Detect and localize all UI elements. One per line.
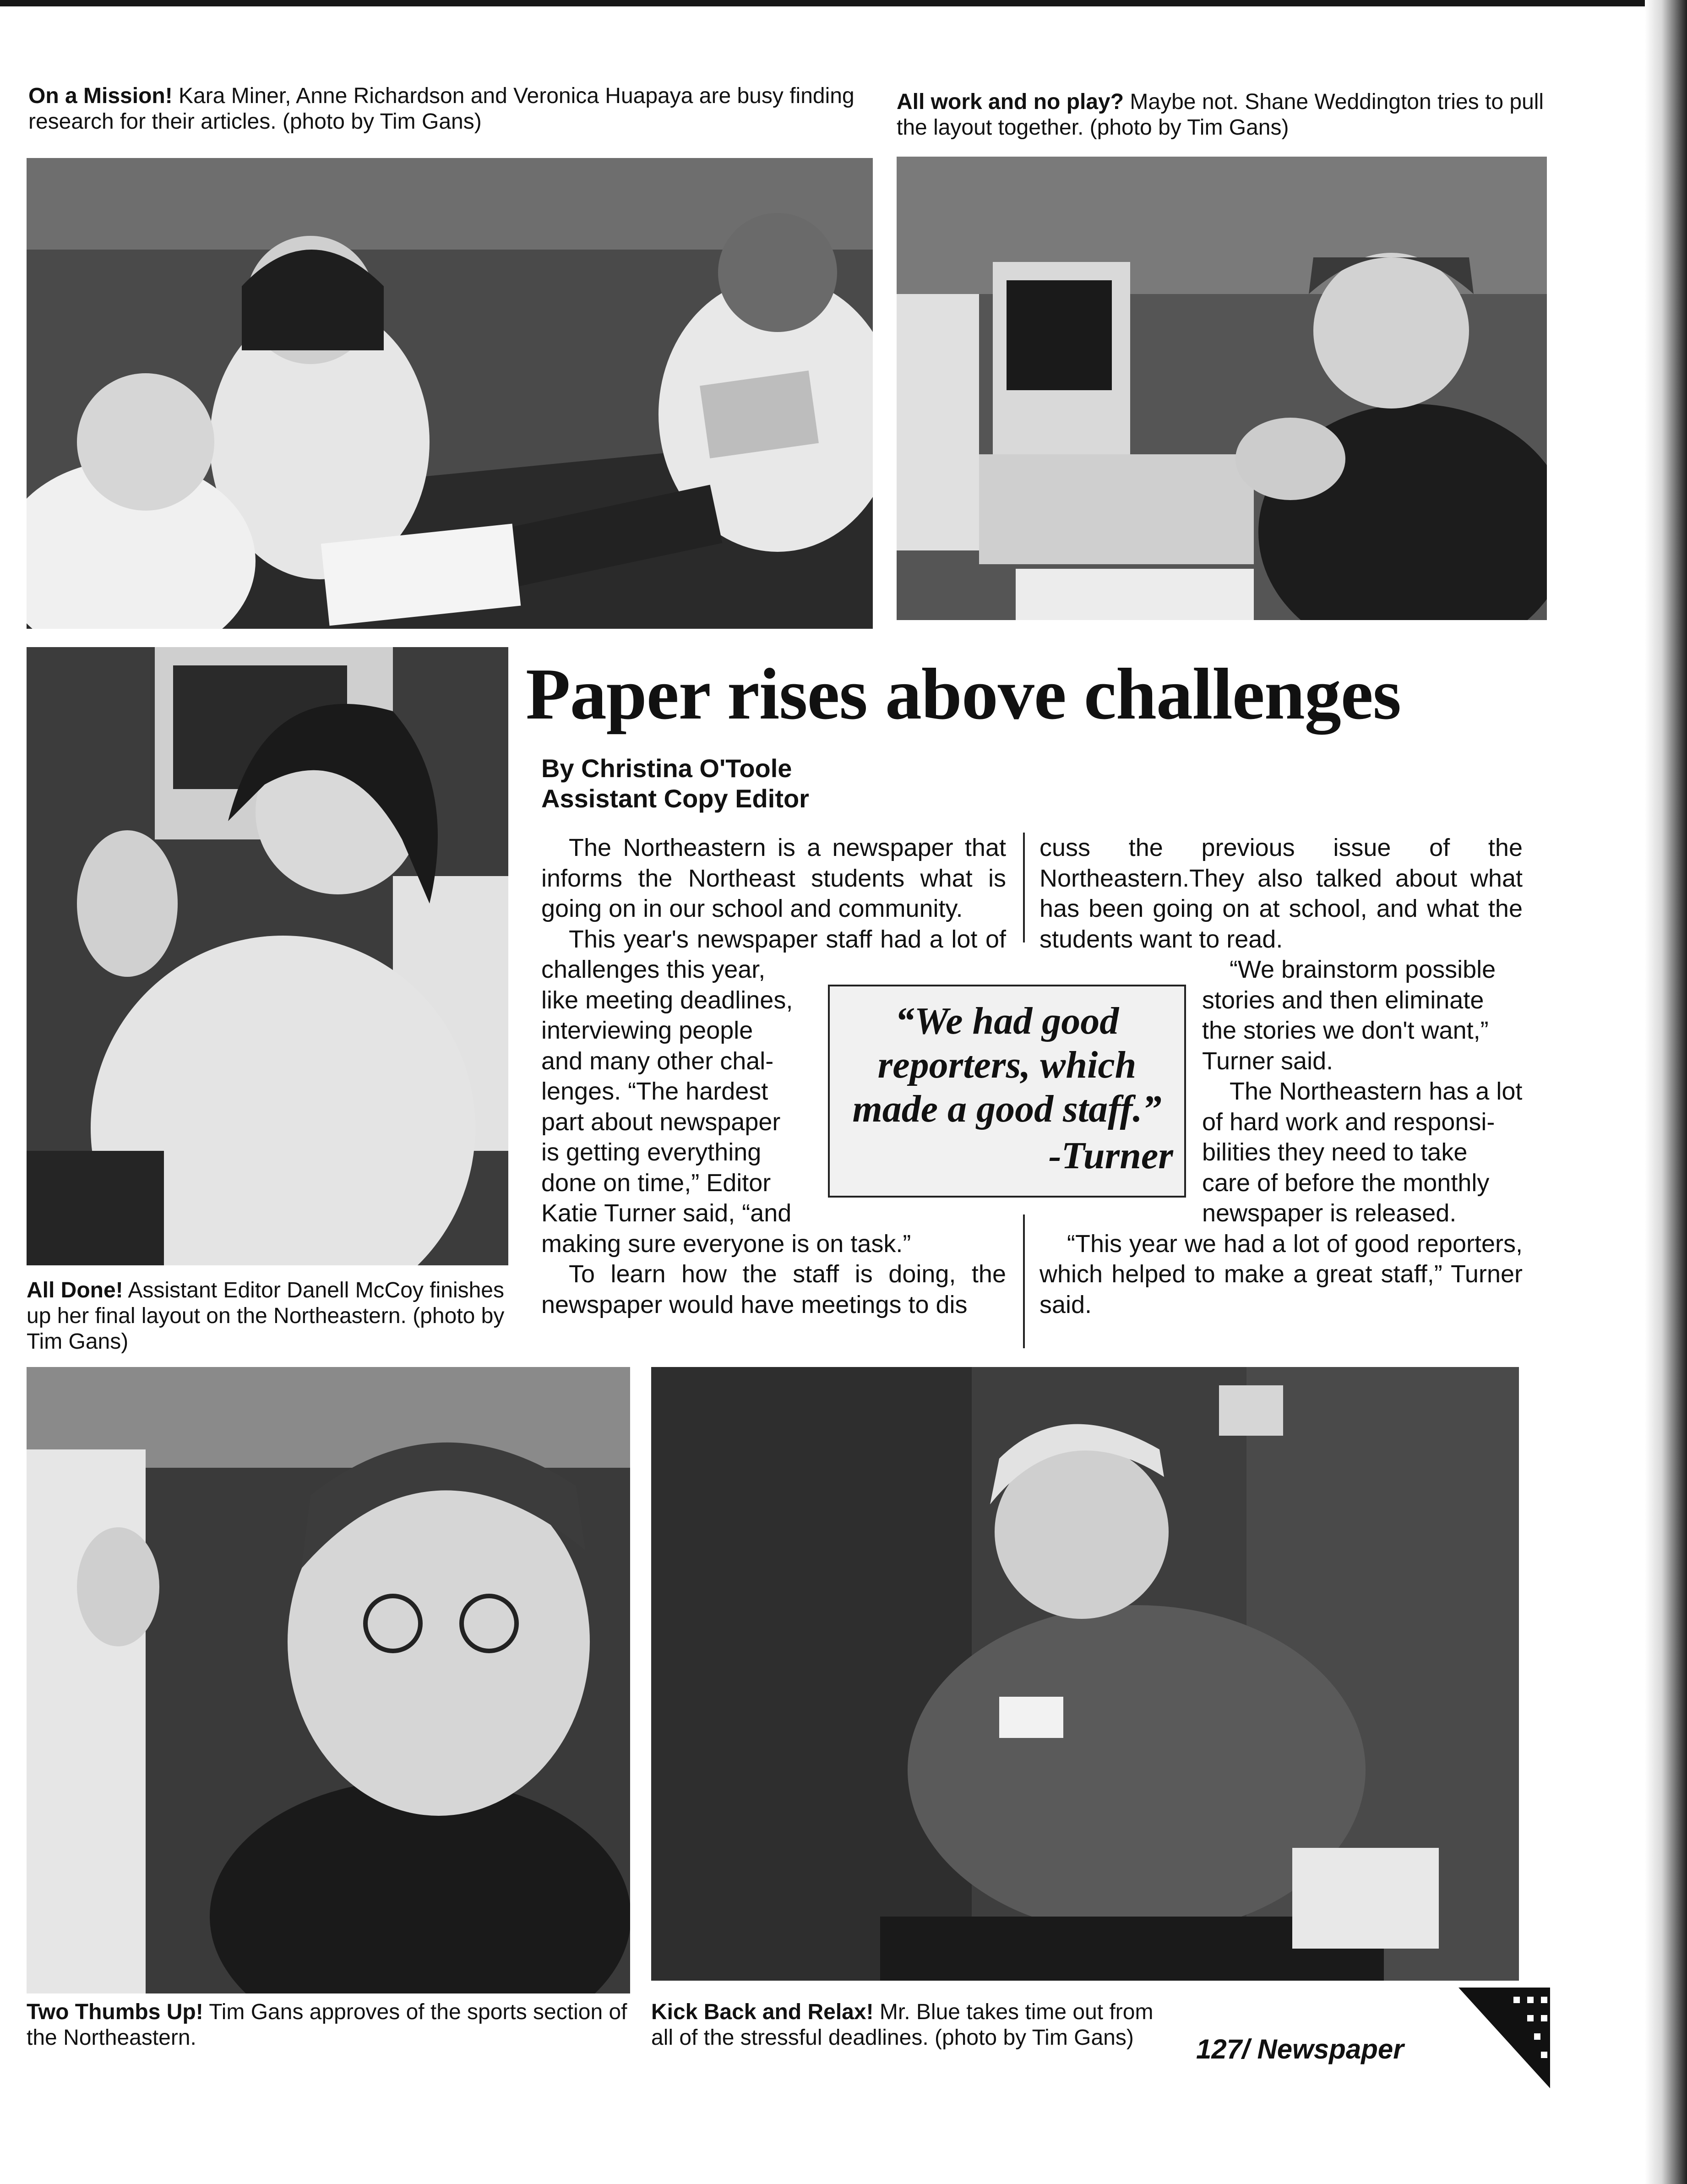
caption-kick-back-relax — [651, 1999, 1173, 2051]
article-paragraph: “This year we had a lot of good reporters, which helped to make a great staff,” Turner said. — [1039, 1230, 1523, 1318]
article-line: like meeting deadlines, — [541, 986, 793, 1014]
caption-all-work-no-play — [897, 89, 1556, 141]
corner-decorative-graphic — [1458, 1988, 1550, 2088]
article-narrow-lines — [1202, 954, 1523, 1229]
article-paragraph: making sure everyone is on task.” — [541, 1230, 911, 1258]
byline-title: Assistant Copy Editor — [541, 784, 809, 813]
article-line: of hard work and responsi- — [1202, 1108, 1495, 1136]
caption-text: Mr. Blue takes time out from all of the stressful deadlines. (photo by Tim Gans) — [651, 2000, 1154, 2050]
photo-students-researching — [27, 158, 873, 629]
pull-quote-text: “We had good reporters, which made a good staff.” — [852, 1000, 1162, 1130]
caption-on-a-mission — [28, 83, 898, 135]
article-line: Turner said. — [1202, 1047, 1333, 1075]
article-byline — [541, 753, 999, 814]
photo-man-relaxing — [651, 1367, 1519, 1981]
pull-quote-box — [828, 985, 1186, 1198]
article-line: Katie Turner said, “and — [541, 1199, 792, 1227]
caption-text: Maybe not. Shane Weddington tries to pull the layout together. (photo by Tim Gans) — [897, 90, 1544, 140]
caption-lead: All work and no play? — [897, 90, 1124, 114]
article-headline: Paper rises above challenges — [526, 653, 1401, 735]
photo-girl-waving — [27, 647, 508, 1265]
caption-lead: All Done! — [27, 1278, 123, 1302]
caption-lead: Kick Back and Relax! — [651, 2000, 874, 2024]
article-line: is getting everything — [541, 1138, 762, 1166]
article-line: and many other chal- — [541, 1047, 774, 1075]
byline-name: By Christina O'Toole — [541, 754, 792, 783]
caption-text: Kara Miner, Anne Richardson and Veronica Huapaya are busy finding research for their articles. (photo by Tim Gans) — [28, 84, 854, 134]
article-line: done on time,” Editor — [541, 1169, 771, 1197]
page-binding-edge — [1645, 0, 1687, 2184]
article-paragraph: To learn how the staff is doing, the newspaper would have meetings to dis — [541, 1260, 1006, 1318]
caption-two-thumbs-up — [27, 1999, 640, 2051]
article-narrow-lines — [541, 985, 807, 1229]
photo-student-reading-paper — [27, 1367, 630, 1993]
article-line: part about newspaper — [541, 1108, 781, 1136]
article-paragraph: cuss the previous issue of the Northeastern.They also talked about what has been going on at school, and what the students want to read. — [1039, 834, 1523, 953]
column-rule — [1023, 833, 1025, 942]
column-rule — [1023, 1215, 1025, 1348]
article-line: The Northeastern has a lot — [1230, 1078, 1523, 1105]
caption-lead: Two Thumbs Up! — [27, 2000, 203, 2024]
caption-text: Assistant Editor Danell McCoy finishes up her final layout on the Northeastern. (photo by Tim Gans) — [27, 1278, 505, 1354]
article-line: lenges. “The hardest — [541, 1078, 768, 1105]
photo-boy-at-computer — [897, 157, 1547, 620]
article-line: care of before the monthly — [1202, 1169, 1490, 1197]
page-folio: 127/ Newspaper — [1196, 2034, 1404, 2064]
article-paragraph: This year's newspaper staff had a lot of challenges this year, — [541, 925, 1006, 983]
top-edge — [0, 0, 1687, 6]
article-paragraph: The Northeastern is a newspaper that informs the Northeast students what is going on in our school and community. — [541, 834, 1006, 922]
article-line: the stories we don't want,” — [1202, 1017, 1489, 1044]
caption-lead: On a Mission! — [28, 84, 173, 108]
article-line: bilities they need to take — [1202, 1138, 1468, 1166]
article-line: “We brainstorm possible — [1230, 956, 1496, 983]
caption-text: Tim Gans approves of the sports section of the Northeastern. — [27, 2000, 627, 2050]
article-line: interviewing people — [541, 1017, 753, 1044]
article-line: stories and then eliminate — [1202, 986, 1484, 1014]
article-line: newspaper is released. — [1202, 1199, 1457, 1227]
caption-all-done — [27, 1278, 517, 1355]
pull-quote-attribution: -Turner — [1048, 1134, 1173, 1177]
